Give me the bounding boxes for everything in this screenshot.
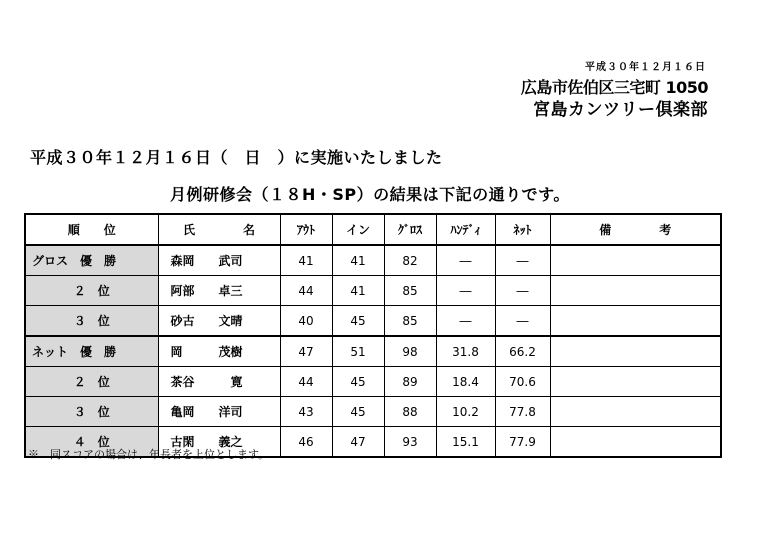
rank-cell: グロス 優 勝 [25, 245, 158, 276]
notes-cell [550, 276, 721, 306]
gross-cell: 93 [384, 427, 436, 458]
out-cell: 43 [280, 397, 332, 427]
handicap-cell: ― [436, 306, 495, 337]
intro-line-1: 平成３０年１２月１６日（ 日 ）に実施いたしました [30, 148, 443, 167]
table-header-row [25, 214, 721, 245]
notes-cell [550, 336, 721, 367]
net-cell: ― [495, 245, 550, 276]
name-cell: 岡 茂樹 [158, 336, 280, 367]
out-cell: 40 [280, 306, 332, 337]
header-rank: 順 位 [25, 214, 158, 245]
header-name: 氏 名 [158, 214, 280, 245]
table-row [25, 336, 721, 367]
handicap-cell: ― [436, 276, 495, 306]
out-cell: 44 [280, 276, 332, 306]
out-cell: 47 [280, 336, 332, 367]
handicap-cell: 15.1 [436, 427, 495, 458]
gross-cell: 85 [384, 276, 436, 306]
name-cell: 茶谷 寛 [158, 367, 280, 397]
table-row [25, 245, 721, 276]
intro-line-2: 月例研修会（１８H・SP）の結果は下記の通りです。 [170, 185, 570, 204]
results-table [24, 213, 722, 458]
net-cell: ― [495, 276, 550, 306]
name-cell: 古閑 義之 [158, 427, 280, 458]
gross-cell: 89 [384, 367, 436, 397]
gross-cell: 98 [384, 336, 436, 367]
gross-cell: 82 [384, 245, 436, 276]
net-cell: 70.6 [495, 367, 550, 397]
gross-cell: 88 [384, 397, 436, 427]
in-cell: 47 [332, 427, 384, 458]
club-name: 宮島カンツリー倶楽部 [533, 100, 708, 120]
net-cell: 77.8 [495, 397, 550, 427]
notes-cell [550, 306, 721, 337]
gross-cell: 85 [384, 306, 436, 337]
name-cell: 森岡 武司 [158, 245, 280, 276]
out-cell: 46 [280, 427, 332, 458]
rank-cell: ３ 位 [25, 306, 158, 337]
net-cell: 77.9 [495, 427, 550, 458]
header-handicap: ﾊﾝﾃﾞｨ [436, 214, 495, 245]
handicap-cell: 18.4 [436, 367, 495, 397]
rank-cell: ネット 優 勝 [25, 336, 158, 367]
name-cell: 阿部 卓三 [158, 276, 280, 306]
rank-cell: ３ 位 [25, 397, 158, 427]
out-cell: 41 [280, 245, 332, 276]
rank-cell: ２ 位 [25, 276, 158, 306]
in-cell: 45 [332, 397, 384, 427]
header-date: 平成３０年１２月１６日 [585, 62, 706, 73]
header-gross: ｸﾞﾛｽ [384, 214, 436, 245]
handicap-cell: 31.8 [436, 336, 495, 367]
in-cell: 41 [332, 276, 384, 306]
notes-cell [550, 367, 721, 397]
notes-cell [550, 397, 721, 427]
notes-cell [550, 245, 721, 276]
name-cell: 亀岡 洋司 [158, 397, 280, 427]
in-cell: 45 [332, 306, 384, 337]
header-out: ｱｳﾄ [280, 214, 332, 245]
footnote: ※ 同スコアの場合は、年長者を上位とします。 [28, 448, 270, 461]
table-row [25, 367, 721, 397]
handicap-cell: 10.2 [436, 397, 495, 427]
header-notes: 備 考 [550, 214, 721, 245]
out-cell: 44 [280, 367, 332, 397]
rank-cell: ２ 位 [25, 367, 158, 397]
in-cell: 41 [332, 245, 384, 276]
rank-cell: ４ 位 [25, 427, 158, 458]
table-row [25, 306, 721, 337]
handicap-cell: ― [436, 245, 495, 276]
club-address: 広島市佐伯区三宅町 1050 [520, 78, 708, 97]
name-cell: 砂古 文晴 [158, 306, 280, 337]
table-row [25, 397, 721, 427]
net-cell: ― [495, 306, 550, 337]
table-row [25, 276, 721, 306]
header-net: ﾈｯﾄ [495, 214, 550, 245]
in-cell: 45 [332, 367, 384, 397]
notes-cell [550, 427, 721, 458]
net-cell: 66.2 [495, 336, 550, 367]
header-in: イン [332, 214, 384, 245]
in-cell: 51 [332, 336, 384, 367]
